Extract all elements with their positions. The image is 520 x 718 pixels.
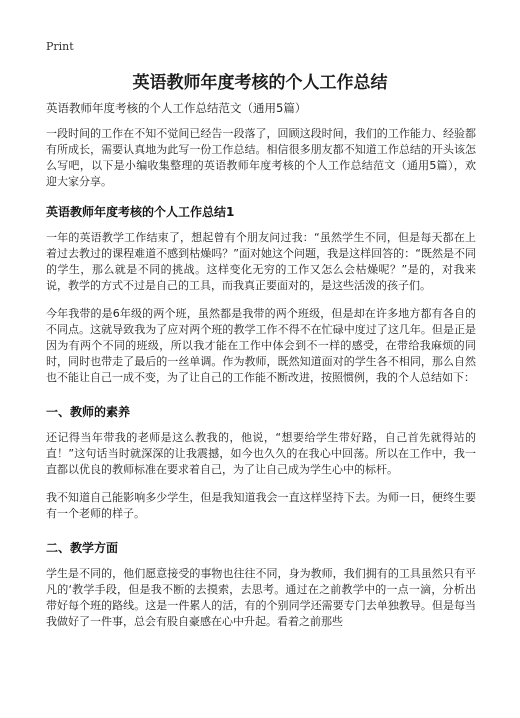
teaching-paragraph-1: 学生是不同的，他们愿意接受的事物也往往不同，身为教师，我们拥有的工具虽然只有平凡的‘教学手段，但是我不断的去摸索，去思考。通过在之前教学中的一点一滴，分析出带好每个班的路线。这是一件累人的活，有的个别同学还需要专门去单独教导。但是每当我做好了一件事，总会有股自豪感在心中升起。看着之前那些 (46, 567, 476, 628)
section1-paragraph-2: 今年我带的是6年级的两个班，虽然都是我带的两个班级，但是却在许多地方都有各自的不同点。这就导致我为了应对两个班的教学工作不得不在忙碌中度过了这几年。但是正是因为有两个不同的班级，所以我才能在工作中体会到不一样的感受，在带给我麻烦的同时，同时也带走了最后的一丝单调。作为教师，既然知道面对的学生各不相同，那么自然也不能让自己一成不变，为了让自己的工作能不断改进，按照惯例，我的个人总结如下： (46, 307, 476, 384)
section1-paragraph-1: 一年的英语教学工作结束了，想起曾有个朋友问过我：“虽然学生不同，但是每天都在上着过去教过的课程难道不感到枯燥吗？”面对她这个问题，我是这样回答的：“既然是不同的学生，那么就是不同的挑战。这样变化无穷的工作又怎么会枯燥呢？”是的，对我来说，教学的方式不过是自己的工具，而我真正要面对的，是这些活泼的孩子们。 (46, 231, 476, 292)
page-title: 英语教师年度考核的个人工作总结 (132, 73, 388, 93)
intro-paragraph: 一段时间的工作在不知不觉间已经告一段落了，回顾这段时间，我们的工作能力、经验都有所成长，需要认真地为此写一份工作总结。相信很多朋友都不知道工作总结的开头该怎么写吧，以下是小编收集整理的英语教师年度考核的个人工作总结范文（通用5篇），欢迎大家分享。 (46, 127, 476, 188)
teacher-paragraph-1: 还记得当年带我的老师是这么教我的，他说，“想要给学生带好路，自己首先就得站的直！”这句话当时就深深的让我震撼，如今也久久的在我心中回荡。所以在工作中，我一直都以优良的教师标准在要求着自己，为了让自己成为学生心中的标杆。 (46, 431, 476, 476)
teacher-paragraph-2: 我不知道自己能影响多少学生，但是我知道我会一直这样坚持下去。为师一日，便终生要有一个老师的样子。 (46, 491, 476, 520)
document-subtitle: 英语教师年度考核的个人工作总结范文（通用5篇） (46, 101, 307, 115)
print-link[interactable]: Print (46, 40, 74, 53)
document-body (46, 100, 476, 642)
heading-teacher-quality: 一、教师的素养 (46, 405, 131, 419)
section-heading-1: 英语教师年度考核的个人工作总结1 (46, 205, 235, 219)
heading-teaching: 二、教学方面 (46, 541, 119, 555)
